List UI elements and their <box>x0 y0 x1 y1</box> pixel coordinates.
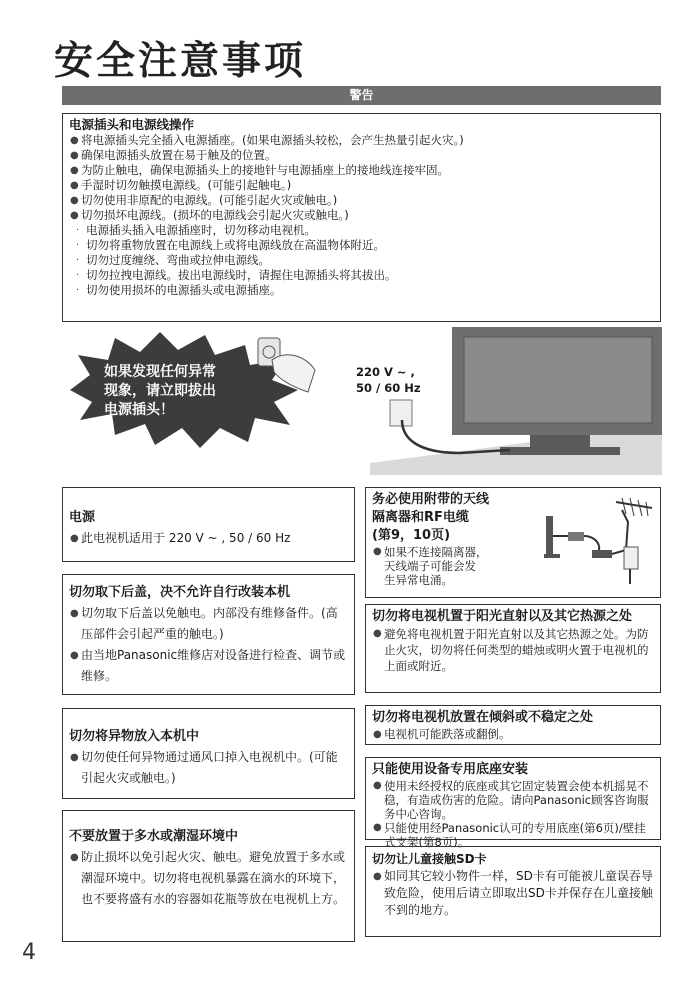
list-item: ● 电视机可能跌落或翻倒。 <box>373 727 511 741</box>
section-title: 切勿将异物放入本机中 <box>69 729 200 744</box>
sub-list-item: · 切勿过度缠绕、弯曲或拉伸电源线。 <box>76 253 270 267</box>
list-item: ● 此电视机适用于 220 V ~ , 50 / 60 Hz <box>70 531 291 545</box>
sub-list-item: · 切勿拉拽电源线。拔出电源线时，请握住电源插头将其拔出。 <box>76 268 397 282</box>
stand-section <box>365 757 661 849</box>
section-title: 切勿让儿童接触SD卡 <box>372 852 487 866</box>
section-title: 切勿取下后盖，决不允许自行改装本机 <box>69 585 291 600</box>
voltage-label: 220 V ~ , 50 / 60 Hz <box>356 365 421 395</box>
wall-socket-icon <box>624 547 638 569</box>
tv-side-icon <box>546 516 553 558</box>
unstable-section <box>365 705 661 745</box>
antenna-section <box>365 487 661 598</box>
sd-card-section <box>365 846 661 937</box>
power-plug-title: 电源插头和电源线操作 <box>69 117 195 132</box>
list-item: ● 避免将电视机置于阳光直射以及其它热源之处。为防止火灾，切勿将任何类型的蜡烛或明火置于电视机的上面或附近。 <box>373 627 649 673</box>
section-title: 切勿将电视机置于阳光直射以及其它热源之处 <box>372 609 633 624</box>
section-title: 只能使用设备专用底座安装 <box>372 762 529 777</box>
list-item: ● 防止损坏以免引起火灾、触电。避免放置于多水或潮湿环境中。切勿将电视机暴露在滴水的环境下，也不要将盛有水的容器如花瓶等放在电视机上方。 <box>70 850 346 906</box>
power-plug-section <box>62 113 661 322</box>
isolator-icon <box>568 532 584 541</box>
foreign-object-section <box>62 708 355 799</box>
list-item: ● 切勿取下后盖以免触电。内部没有维修备件。(高压部件会引起严重的触电。) <box>70 606 338 641</box>
sub-list-item: · 电源插头插入电源插座时，切勿移动电视机。 <box>76 223 316 237</box>
list-item: ● 使用未经授权的底座或其它固定装置会使本机摇晃不稳，有造成伤害的危险。请向Panasonic顾客咨询服务中心咨询。 <box>373 779 649 821</box>
power-section <box>62 487 355 562</box>
list-item: ● 切勿使用非原配的电源线。(可能引起火灾或触电。) <box>70 193 338 207</box>
rf-cable-plug <box>592 550 612 558</box>
list-item: ● 切勿使任何异物通过通风口掉入电视机中。(可能引起火灾或触电。) <box>70 750 338 785</box>
tv-base <box>500 447 620 455</box>
section-title: 切勿将电视机放置在倾斜或不稳定之处 <box>372 710 594 725</box>
section-title: 务必使用附带的天线 隔离器和RF电缆 (第9，10页) <box>372 492 490 543</box>
section-title: 电源 <box>69 510 96 525</box>
page-number: 4 <box>22 940 36 965</box>
sunlight-section <box>365 604 661 693</box>
section-title: 不要放置于多水或潮湿环境中 <box>69 829 239 844</box>
page-title: 安全注意事项 <box>54 39 307 84</box>
moisture-section <box>62 810 355 942</box>
sub-list-item: · 切勿将重物放置在电源线上或将电源线放在高温物体附近。 <box>76 238 385 252</box>
list-item: ● 将电源插头完全插入电源插座。(如果电源插头较松，会产生热量引起火灾。) <box>70 133 464 147</box>
warning-bar: 警告 <box>62 86 661 105</box>
list-item: ● 只能使用经Panasonic认可的专用底座(第6页)/壁挂式支架(第8页)。 <box>373 821 646 849</box>
burst-text: 如果发现任何异常 现象，请立即拔出 电源插头！ <box>104 364 216 418</box>
list-item: ● 切勿损坏电源线。(损坏的电源线会引起火灾或触电。) <box>70 208 349 222</box>
back-cover-section <box>62 574 355 695</box>
antenna-diagram <box>544 492 656 594</box>
list-item: ● 由当地Panasonic维修店对设备进行检查、调节或维修。 <box>70 648 346 683</box>
list-item: ● 为防止触电，确保电源插头上的接地针与电源插座上的接地线连接牢固。 <box>70 163 449 177</box>
sub-list-item: · 切勿使用损坏的电源插头或电源插座。 <box>76 283 282 297</box>
list-item: ● 确保电源插头放置在易于触及的位置。 <box>70 148 277 162</box>
tv-stand <box>530 435 590 447</box>
tv-screen <box>464 337 652 423</box>
list-item: ● 手湿时切勿触摸电源线。(可能引起触电。) <box>70 178 292 192</box>
tv-illustration <box>350 325 662 475</box>
list-item: ● 如果不连接隔离器， 天线端子可能会发 生异常电涌。 <box>373 545 488 587</box>
list-item: ● 如同其它较小物件一样，SD卡有可能被儿童误吞导致危险，使用后请立即取出SD卡并保存在儿童接触不到的地方。 <box>373 869 653 917</box>
